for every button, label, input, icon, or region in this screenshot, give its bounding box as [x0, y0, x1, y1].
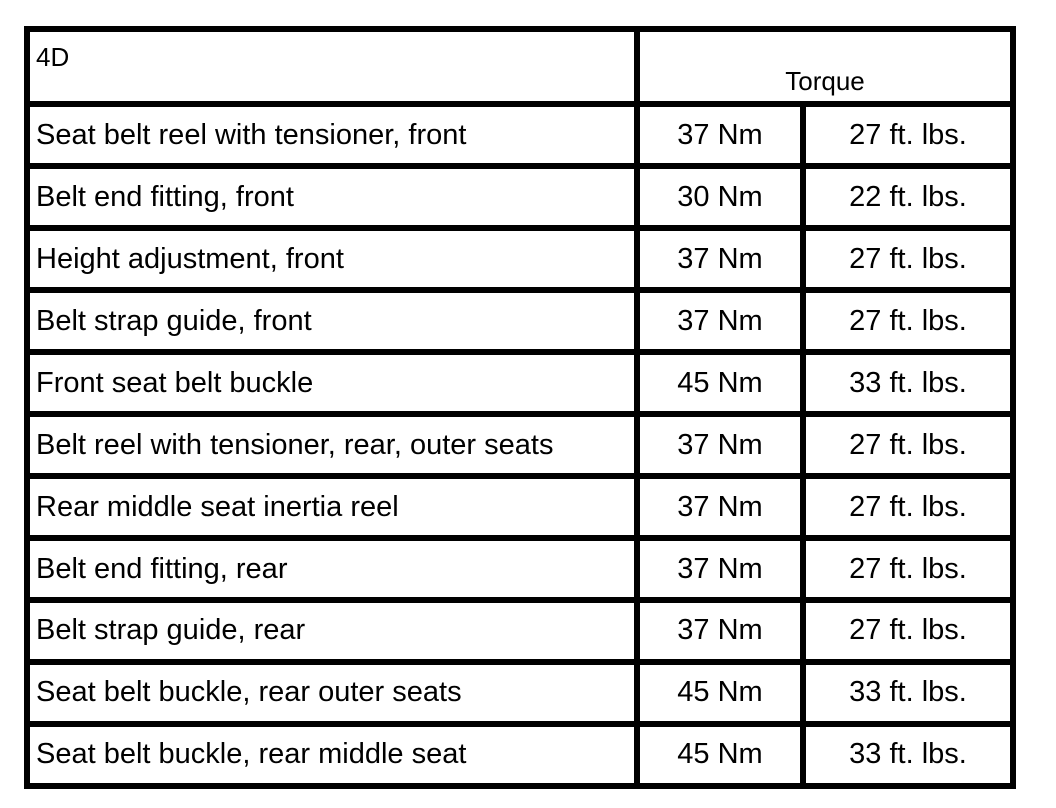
torque-ftlbs: 33 ft. lbs. — [803, 352, 1013, 414]
table-row — [27, 724, 1013, 786]
table-row — [27, 414, 1013, 476]
torque-nm: 37 Nm — [637, 476, 803, 538]
torque-nm: 45 Nm — [637, 662, 803, 724]
item-name: Rear middle seat inertia reel — [27, 476, 637, 538]
item-name: Height adjustment, front — [27, 228, 637, 290]
torque-nm: 37 Nm — [637, 600, 803, 662]
torque-nm: 37 Nm — [637, 414, 803, 476]
torque-ftlbs: 27 ft. lbs. — [803, 104, 1013, 166]
torque-ftlbs: 27 ft. lbs. — [803, 600, 1013, 662]
item-name: Belt reel with tensioner, rear, outer seats — [27, 414, 637, 476]
torque-nm: 37 Nm — [637, 104, 803, 166]
torque-nm: 37 Nm — [637, 538, 803, 600]
torque-ftlbs: 27 ft. lbs. — [803, 290, 1013, 352]
torque-nm: 45 Nm — [637, 352, 803, 414]
torque-nm: 37 Nm — [637, 290, 803, 352]
item-name: Front seat belt buckle — [27, 352, 637, 414]
item-name: Seat belt buckle, rear middle seat — [27, 724, 637, 786]
torque-ftlbs: 27 ft. lbs. — [803, 538, 1013, 600]
item-name: Belt end fitting, rear — [27, 538, 637, 600]
torque-nm: 45 Nm — [637, 724, 803, 786]
table-row — [27, 290, 1013, 352]
torque-header: Torque — [637, 29, 1013, 104]
item-name: Belt strap guide, rear — [27, 600, 637, 662]
torque-ftlbs: 27 ft. lbs. — [803, 414, 1013, 476]
torque-nm: 37 Nm — [637, 228, 803, 290]
table-row — [27, 352, 1013, 414]
item-name: Seat belt buckle, rear outer seats — [27, 662, 637, 724]
table-row — [27, 538, 1013, 600]
torque-specification-table — [24, 26, 1016, 789]
table-row — [27, 228, 1013, 290]
torque-ftlbs: 27 ft. lbs. — [803, 228, 1013, 290]
table-header-row — [27, 29, 1013, 104]
torque-ftlbs: 33 ft. lbs. — [803, 724, 1013, 786]
table-row — [27, 662, 1013, 724]
table-row — [27, 104, 1013, 166]
item-name: Belt strap guide, front — [27, 290, 637, 352]
torque-nm: 30 Nm — [637, 166, 803, 228]
item-name: Seat belt reel with tensioner, front — [27, 104, 637, 166]
item-name: Belt end fitting, front — [27, 166, 637, 228]
torque-ftlbs: 33 ft. lbs. — [803, 662, 1013, 724]
torque-ftlbs: 27 ft. lbs. — [803, 476, 1013, 538]
corner-label: 4D — [27, 29, 637, 104]
table-body — [27, 29, 1013, 786]
table-row — [27, 600, 1013, 662]
torque-ftlbs: 22 ft. lbs. — [803, 166, 1013, 228]
table-row — [27, 476, 1013, 538]
table-row — [27, 166, 1013, 228]
